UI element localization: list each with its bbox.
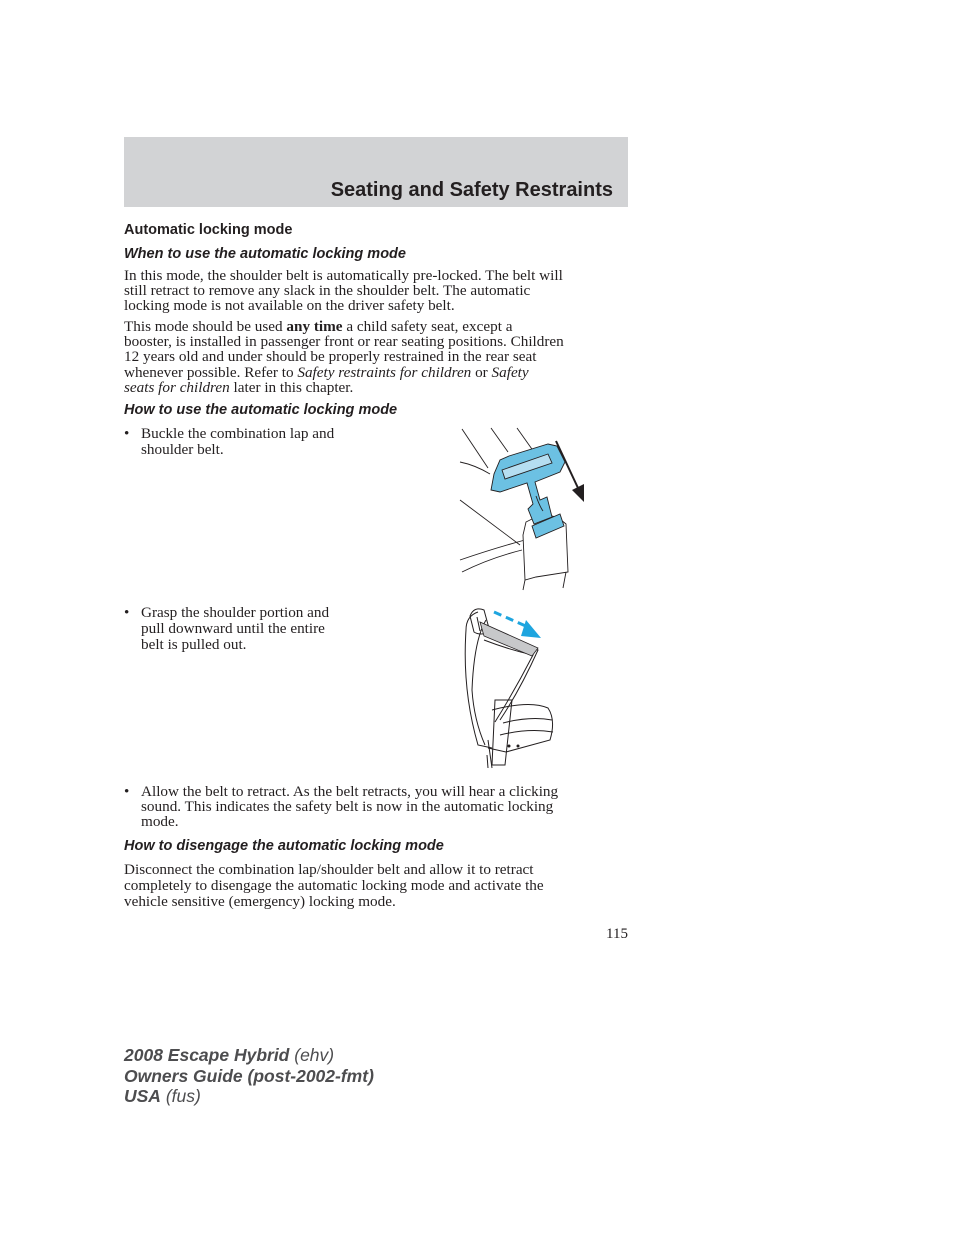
footer-line: [124, 1086, 374, 1107]
subheading-disengage: How to disengage the automatic locking mode: [124, 838, 444, 854]
bullet-line: belt is pulled out.: [141, 636, 247, 653]
text-run: a child safety seat, except a: [342, 318, 513, 335]
footer-line: [124, 1066, 374, 1087]
footer-market-code: (fus): [160, 1086, 201, 1106]
reference-safety-restraints-children: Safety restraints for children: [297, 363, 472, 381]
document-footer: [124, 1045, 374, 1107]
subheading-when: When to use the automatic locking mode: [124, 246, 406, 262]
subheading-how: How to use the automatic locking mode: [124, 402, 398, 418]
paragraph-line: 12 years old and under should be properly restrained in the rear seat: [124, 348, 537, 366]
bullet-dot: •: [124, 604, 130, 621]
bullet-line: pull downward until the entire: [141, 620, 325, 637]
text-run: or: [471, 363, 492, 381]
paragraph-line: booster, is installed in passenger front or rear seating positions. Children: [124, 333, 564, 351]
footer-model: 2008 Escape Hybrid: [124, 1045, 290, 1065]
bullet-line: Grasp the shoulder portion and: [141, 604, 330, 621]
bullet-item-3: [124, 783, 559, 831]
paragraph-disengage: [124, 862, 544, 910]
bullet-line: sound. This indicates the safety belt is now in the automatic locking: [141, 798, 554, 816]
bullet-dot: •: [124, 425, 130, 442]
paragraph-line: locking mode is not available on the driver safety belt.: [124, 297, 455, 315]
paragraph-line: vehicle sensitive (emergency) locking mode.: [124, 893, 396, 910]
bullet-line: Buckle the combination lap and: [141, 425, 335, 442]
paragraph-line: still retract to remove any slack in the shoulder belt. The automatic: [124, 282, 531, 300]
footer-model-code: (ehv): [289, 1045, 335, 1065]
emphasis-any-time: any time: [286, 318, 343, 335]
bullet-line: shoulder belt.: [141, 441, 224, 458]
section-title: Automatic locking mode: [124, 222, 293, 238]
reference-safety-seats-children-cont: seats for children: [124, 378, 230, 396]
bullet-line: Allow the belt to retract. As the belt retracts, you will hear a clicking: [141, 783, 559, 800]
paragraph-line: completely to disengage the automatic locking mode and activate the: [124, 877, 544, 894]
bullet-line: mode.: [141, 813, 179, 831]
page-number: 115: [606, 926, 628, 942]
paragraph-line: In this mode, the shoulder belt is automatically pre-locked. The belt will: [124, 267, 563, 284]
text-run: This mode should be used: [124, 318, 287, 335]
paragraph-line: Disconnect the combination lap/shoulder belt and allow it to retract: [124, 861, 534, 878]
footer-market: USA: [124, 1086, 161, 1106]
reference-safety-seats-children: Safety: [491, 363, 529, 381]
page-header-title: Seating and Safety Restraints: [330, 179, 613, 201]
bullet-dot: •: [124, 783, 130, 800]
footer-guide: Owners Guide (post-2002-fmt): [124, 1065, 374, 1086]
text-run: whenever possible. Refer to: [124, 363, 298, 381]
text-run: later in this chapter.: [229, 378, 354, 396]
footer-line: [124, 1045, 374, 1066]
